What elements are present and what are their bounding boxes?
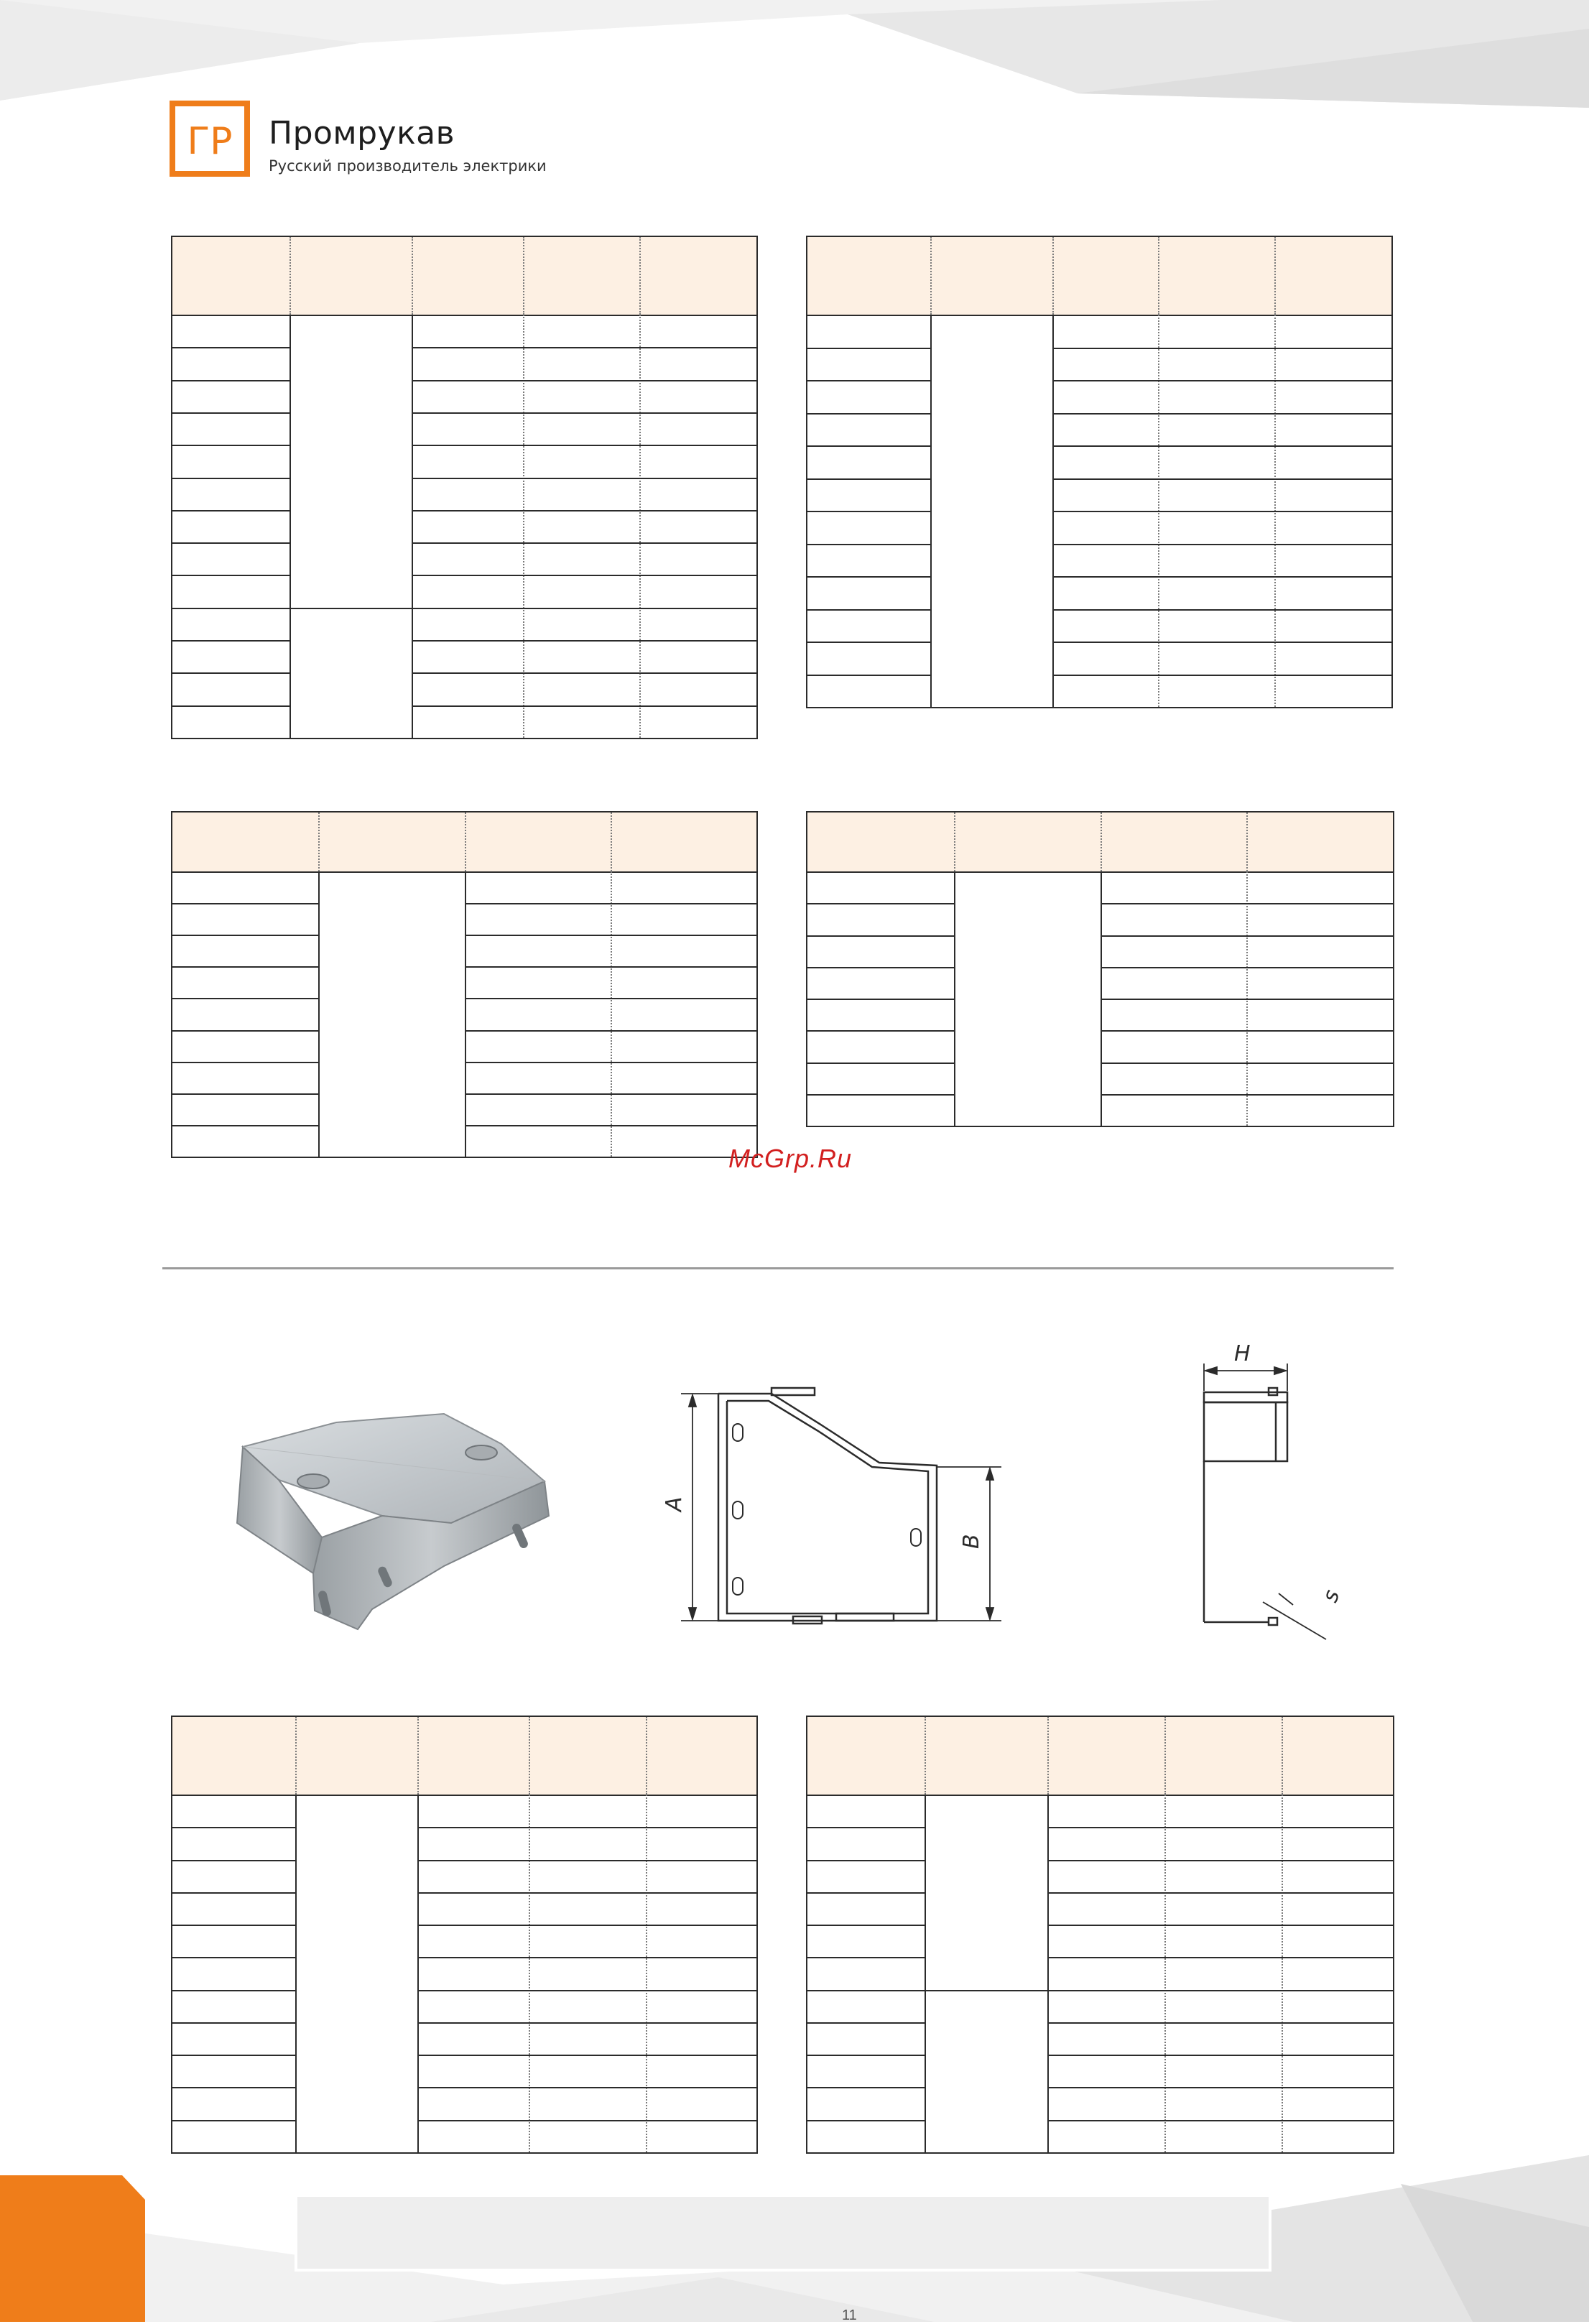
section-divider	[162, 1267, 1394, 1269]
table-row-rule	[417, 1892, 756, 1894]
spec-table-5	[171, 1716, 758, 2154]
table-row-rule	[412, 445, 756, 446]
dimension-b-label: B	[959, 1534, 984, 1549]
table-row-rule	[807, 511, 930, 512]
column-separator	[523, 315, 524, 738]
product-photo	[228, 1401, 566, 1645]
column-border	[318, 871, 320, 1157]
table-row-rule	[807, 1827, 925, 1828]
header-column-separator	[465, 813, 466, 871]
column-border	[925, 1795, 926, 2152]
table-row-rule	[807, 1892, 925, 1894]
spec-table-1	[171, 236, 758, 739]
table-row-rule	[807, 478, 930, 480]
table-header	[172, 1717, 756, 1796]
table-row-rule	[807, 348, 930, 349]
table-row-rule	[465, 1125, 756, 1126]
header-column-separator	[1246, 813, 1248, 871]
table-row-rule	[1047, 2022, 1393, 2024]
table-row-rule	[807, 675, 930, 676]
table-row-rule	[172, 510, 289, 511]
table-row-rule	[807, 609, 930, 611]
table-row-rule	[172, 1957, 295, 1958]
header-column-separator	[954, 813, 955, 871]
table-row-rule	[807, 935, 954, 937]
table-header	[807, 1717, 1393, 1796]
header-column-separator	[1101, 813, 1102, 871]
table-row-rule	[172, 1093, 318, 1095]
column-border	[289, 315, 291, 738]
table-row-rule	[172, 608, 756, 609]
table-row-rule	[1047, 2055, 1393, 2056]
column-separator	[646, 1795, 647, 2152]
table-row-rule	[172, 412, 289, 414]
table-row-rule	[417, 2087, 756, 2088]
reducer-side-drawing	[1178, 1315, 1365, 1645]
table-row-rule	[412, 672, 756, 674]
column-separator	[639, 315, 641, 738]
table-row-rule	[412, 510, 756, 511]
table-row-rule	[807, 1925, 925, 1926]
header-column-separator	[412, 237, 413, 315]
table-row-rule	[1047, 1860, 1393, 1861]
header-column-separator	[930, 237, 932, 315]
table-row-rule	[172, 1925, 295, 1926]
table-row-rule	[172, 2022, 295, 2024]
table-row-rule	[807, 380, 930, 381]
table-row-rule	[1052, 511, 1391, 512]
table-row-rule	[172, 903, 318, 904]
header-column-separator	[523, 237, 524, 315]
header-column-separator	[417, 1717, 419, 1795]
header-column-separator	[925, 1717, 926, 1795]
column-border	[412, 315, 413, 738]
watermark: McGrp.Ru	[728, 1144, 853, 1173]
table-row-rule	[1052, 675, 1391, 676]
table-row-rule	[465, 1062, 756, 1063]
header-column-separator	[289, 237, 291, 315]
table-row-rule	[807, 544, 930, 545]
table-row-rule	[465, 1093, 756, 1095]
table-row-rule	[1052, 642, 1391, 643]
table-row-rule	[172, 542, 289, 544]
table-row-rule	[172, 2055, 295, 2056]
table-row-rule	[807, 1860, 925, 1861]
table-row-rule	[417, 1827, 756, 1828]
header-column-separator	[1052, 237, 1054, 315]
column-border	[1047, 1795, 1049, 2152]
table-row-rule	[417, 2055, 756, 2056]
header-column-separator	[1274, 237, 1276, 315]
table-row-rule	[1052, 445, 1391, 447]
table-row-rule	[807, 413, 930, 415]
table-row-rule	[1047, 1892, 1393, 1894]
table-row-rule	[1052, 478, 1391, 480]
table-row-rule	[417, 2022, 756, 2024]
header-column-separator	[318, 813, 320, 871]
table-row-rule	[417, 2120, 756, 2121]
column-separator	[1164, 1795, 1166, 2152]
table-row-rule	[807, 1030, 954, 1032]
header-column-separator	[295, 1717, 297, 1795]
column-separator	[1282, 1795, 1283, 2152]
table-row-rule	[807, 1957, 925, 1958]
footer-panel	[295, 2194, 1271, 2272]
table-row-rule	[172, 1860, 295, 1861]
table-row-rule	[172, 380, 289, 381]
table-row-rule	[1047, 1827, 1393, 1828]
table-row-rule	[172, 478, 289, 479]
table-row-rule	[807, 999, 954, 1000]
table-row-rule	[172, 672, 289, 674]
column-separator	[611, 871, 612, 1157]
logo-mark-icon	[170, 101, 250, 177]
table-row-rule	[172, 1990, 295, 1991]
dimension-a-label: A	[662, 1496, 687, 1511]
header-column-separator	[611, 813, 612, 871]
table-row-rule	[807, 1094, 954, 1096]
table-row-rule	[172, 935, 318, 936]
table-row-rule	[172, 2087, 295, 2088]
column-border	[295, 1795, 297, 2152]
table-row-rule	[807, 1990, 1393, 1991]
table-row-rule	[465, 998, 756, 999]
header-column-separator	[529, 1717, 530, 1795]
table-row-rule	[1101, 935, 1393, 937]
header-column-separator	[1282, 1717, 1283, 1795]
table-row-rule	[1101, 967, 1393, 968]
table-row-rule	[1101, 903, 1393, 904]
table-row-rule	[172, 1125, 318, 1126]
table-row-rule	[412, 412, 756, 414]
table-row-rule	[1047, 2120, 1393, 2121]
spec-table-6	[806, 1716, 1394, 2154]
table-row-rule	[172, 640, 289, 642]
table-row-rule	[412, 478, 756, 479]
column-separator	[529, 1795, 530, 2152]
table-row-rule	[1047, 1957, 1393, 1958]
table-row-rule	[172, 1827, 295, 1828]
table-row-rule	[807, 642, 930, 643]
spec-table-4	[806, 811, 1394, 1127]
table-row-rule	[172, 998, 318, 999]
table-row-rule	[1052, 544, 1391, 545]
table-row-rule	[417, 1990, 756, 1991]
page-number: 11	[842, 2307, 857, 2323]
table-header	[807, 237, 1391, 316]
table-header	[172, 237, 756, 316]
table-row-rule	[172, 1892, 295, 1894]
dimension-h-label: H	[1234, 1341, 1251, 1366]
table-row-rule	[412, 575, 756, 576]
header-column-separator	[1164, 1717, 1166, 1795]
column-border	[930, 315, 932, 707]
table-row-rule	[172, 2120, 295, 2121]
table-row-rule	[172, 966, 318, 968]
table-row-rule	[1052, 609, 1391, 611]
brand-name: Промрукав	[269, 115, 455, 152]
table-row-rule	[1101, 1094, 1393, 1096]
table-row-rule	[417, 1860, 756, 1861]
table-row-rule	[807, 576, 930, 578]
table-row-rule	[465, 903, 756, 904]
column-border	[954, 871, 955, 1126]
header-column-separator	[646, 1717, 647, 1795]
reducer-front-drawing	[635, 1365, 1016, 1638]
brand-tagline: Русский производитель электрики	[269, 157, 547, 175]
table-row-rule	[807, 903, 954, 904]
table-row-rule	[465, 1030, 756, 1032]
table-row-rule	[1052, 576, 1391, 578]
table-row-rule	[465, 935, 756, 936]
table-row-rule	[1101, 1063, 1393, 1064]
table-row-rule	[807, 2055, 925, 2056]
table-row-rule	[412, 705, 756, 707]
table-row-rule	[412, 380, 756, 381]
table-row-rule	[807, 967, 954, 968]
table-row-rule	[1052, 348, 1391, 349]
table-row-rule	[412, 542, 756, 544]
table-row-rule	[807, 2022, 925, 2024]
table-row-rule	[807, 1063, 954, 1064]
column-border	[417, 1795, 419, 2152]
table-row-rule	[465, 966, 756, 968]
table-row-rule	[417, 1925, 756, 1926]
header-column-separator	[1158, 237, 1159, 315]
table-row-rule	[417, 1957, 756, 1958]
table-row-rule	[1052, 380, 1391, 381]
dimension-s-label: s	[1317, 1586, 1345, 1606]
svg-text:ГР: ГР	[187, 120, 233, 163]
table-row-rule	[412, 347, 756, 348]
table-row-rule	[1101, 1030, 1393, 1032]
page-corner-tab	[0, 2175, 145, 2322]
table-row-rule	[807, 2087, 925, 2088]
header-column-separator	[639, 237, 641, 315]
table-row-rule	[1101, 999, 1393, 1000]
table-row-rule	[807, 445, 930, 447]
brand-logo	[170, 101, 547, 177]
column-border	[465, 871, 466, 1157]
table-row-rule	[1047, 2087, 1393, 2088]
header-column-separator	[1047, 1717, 1049, 1795]
table-row-rule	[172, 705, 289, 707]
table-row-rule	[1047, 1925, 1393, 1926]
spec-table-2	[806, 236, 1393, 708]
table-row-rule	[172, 1062, 318, 1063]
table-row-rule	[807, 2120, 925, 2121]
table-row-rule	[172, 445, 289, 446]
spec-table-3	[171, 811, 758, 1158]
table-row-rule	[172, 575, 289, 576]
table-row-rule	[172, 347, 289, 348]
table-row-rule	[1052, 413, 1391, 415]
table-row-rule	[172, 1030, 318, 1032]
table-row-rule	[412, 640, 756, 642]
